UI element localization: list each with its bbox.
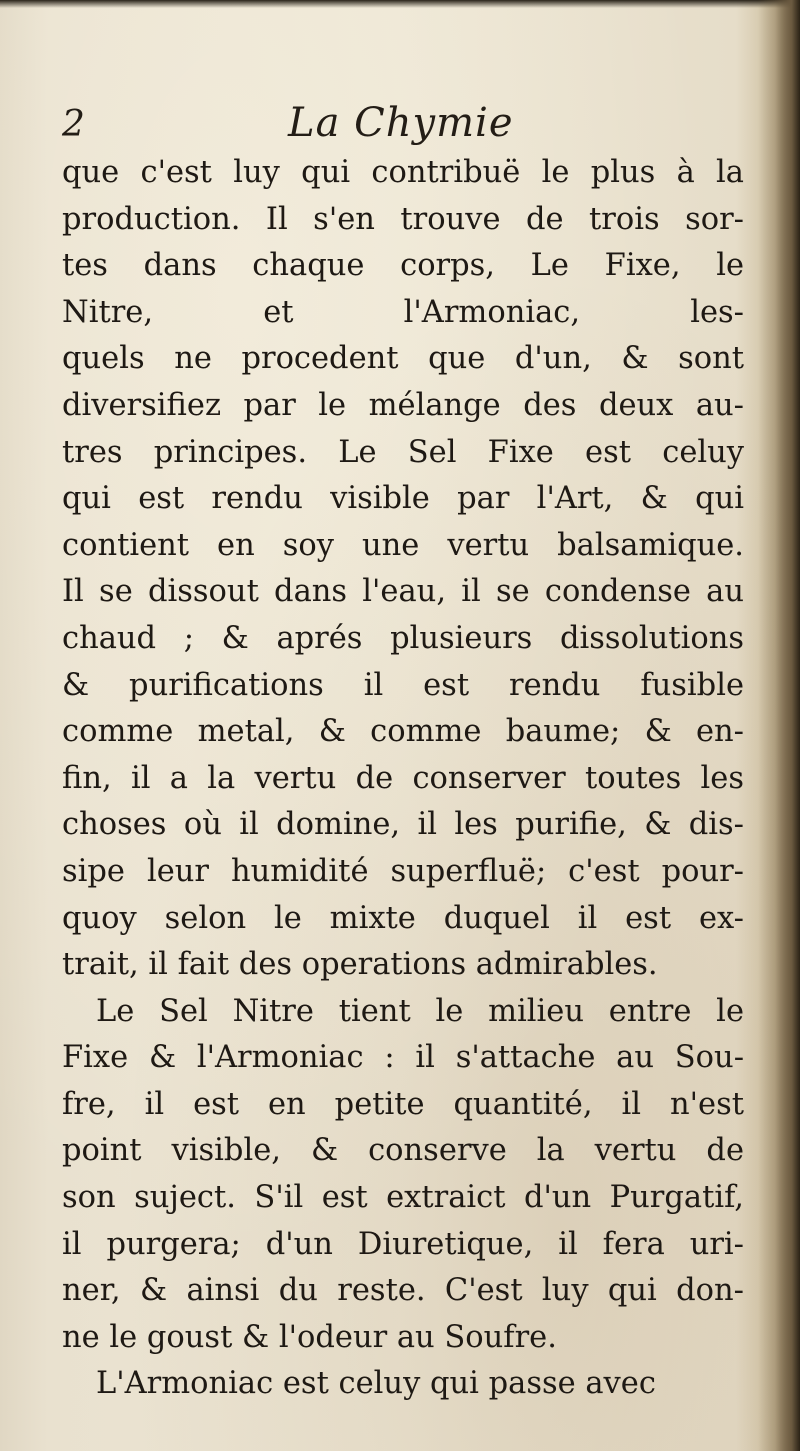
text-line: Le Sel Nitre tient le milieu entre le: [96, 993, 744, 1029]
text-line: trait, il fait des operations admirables.: [62, 947, 658, 983]
text-line: choses où il domine, il les purifie, & dis-: [62, 807, 744, 843]
text-line: tres principes. Le Sel Fixe est celuy: [62, 434, 744, 470]
text-line: ner, & ainsi du reste. C'est luy qui don-: [62, 1273, 744, 1309]
text-line: Il se dissout dans l'eau, il se condense au: [62, 574, 744, 610]
text-line: Nitre, et l'Armoniac, les-: [62, 294, 744, 330]
text-line: sipe leur humidité superfluë; c'est pour-: [62, 853, 744, 889]
text-line: ne le goust & l'odeur au Soufre.: [62, 1319, 557, 1355]
running-head: [62, 98, 702, 158]
text-line: fin, il a la vertu de conserver toutes les: [62, 760, 744, 796]
text-line: Fixe & l'Armoniac : il s'attache au Sou-: [62, 1040, 744, 1076]
text-line: quoy selon le mixte duquel il est ex-: [62, 900, 744, 936]
text-line: L'Armoniac est celuy qui passe avec: [96, 1366, 656, 1402]
body-text: [62, 150, 744, 1408]
page-top-edge-shadow: [0, 0, 800, 8]
text-line: son suject. S'il est extraict d'un Purgatif,: [62, 1180, 744, 1216]
text-line: chaud ; & aprés plusieurs dissolutions: [62, 620, 744, 656]
text-line: qui est rendu visible par l'Art, & qui: [62, 481, 744, 517]
text-line: contient en soy une vertu balsamique.: [62, 527, 744, 563]
page-number: 2: [62, 104, 85, 145]
text-line: fre, il est en petite quantité, il n'est: [62, 1086, 744, 1122]
text-line: il purgera; d'un Diuretique, il fera uri-: [62, 1226, 744, 1262]
text-line: quels ne procedent que d'un, & sont: [62, 341, 744, 377]
text-line: diversifiez par le mélange des deux au-: [62, 387, 744, 423]
text-line: que c'est luy qui contribuë le plus à la: [62, 155, 744, 190]
text-line: & purifications il est rendu fusible: [62, 667, 744, 703]
text-line: production. Il s'en trouve de trois sor-: [62, 201, 744, 237]
running-head-title: La Chymie: [288, 100, 514, 146]
text-line: point visible, & conserve la vertu de: [62, 1133, 744, 1169]
text-line: comme metal, & comme baume; & en-: [62, 714, 744, 750]
text-line: tes dans chaque corps, Le Fixe, le: [62, 248, 744, 284]
page-gutter-shadow: [758, 0, 800, 1451]
